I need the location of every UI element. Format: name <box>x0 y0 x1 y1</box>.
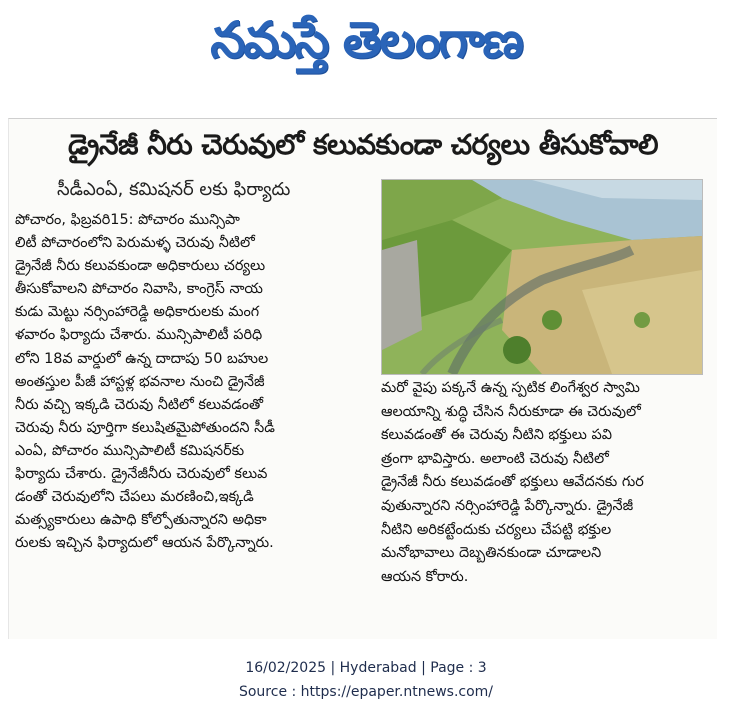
body-line: లోని 18వ వార్డులో ఉన్న దాదాపు 50 బహుల <box>15 350 269 367</box>
body-line: రులకు ఇచ్చిన ఫిర్యాదులో ఆయన పేర్కొన్నారు. <box>15 535 274 552</box>
article-headline: డ్రైనేజీ నీరు చెరువులో కలువకుండా చర్యలు తీసుకోవాలి <box>67 128 658 161</box>
body-line: చెరువు నీరు పూర్తిగా కలుషితమైపోతుందని సీడీ <box>15 419 275 436</box>
body-line: కలువడంతో ఈ చెరువు నీటిని భక్తులు పవి <box>381 427 612 444</box>
body-line: మరో వైపు పక్కనే ఉన్న స్పటిక లింగేశ్వర స్వామి <box>381 380 640 396</box>
body-line: త్రంగా భావిస్తారు. అలాంటి చెరువు నీటిలో <box>381 450 609 467</box>
body-line: నీటిని అరికట్టేందుకు చర్యలు చేపట్టి భక్తుల <box>381 521 612 538</box>
body-line: మత్స్యకారులు ఉపాధి కోల్పోతున్నారని అధికా <box>15 512 267 529</box>
body-line: వుతున్నారని నర్సింహారెడ్డి పేర్కొన్నారు. డ్రైనేజీ <box>381 497 634 514</box>
body-line: డ్రైనేజీ నీరు కలువకుండా అధికారులు చర్యలు <box>15 258 266 275</box>
body-line: తీసుకోవాలని పోచారం నివాసి, కాంగ్రెస్ నాయ <box>15 281 263 298</box>
newspaper-masthead: నమస్తే తెలంగాణ <box>210 11 522 69</box>
pond-photo-illustration <box>382 180 702 374</box>
body-line: మనోభావాలు దెబ్బతినకుండా చూడాలని <box>381 545 602 562</box>
body-line: డంతో చెరువులోని చేపలు మరణించి,ఇక్కడి <box>15 489 254 506</box>
article-subheadline: సీడీఎంఏ, కమిషనర్ లకు ఫిర్యాదు <box>57 179 291 200</box>
body-line: ఫిర్యాదు చేశారు. డ్రైనేజీనీరు చెరువులో కలువ <box>15 466 268 483</box>
body-line: ఎంఏ, పోచారం మున్సిపాలిటీ కమిషనర్‌కు <box>15 442 245 459</box>
body-line: ఆలయాన్ని శుద్ధి చేసిన నీరుకూడా ఈ చెరువులో <box>381 403 641 420</box>
body-line: కుడు మెట్టు నర్సింహారెడ్డి అధికారులకు మంగ <box>15 304 260 321</box>
pond-photo <box>381 179 703 375</box>
news-clipping <box>8 118 717 639</box>
body-line: నీరు వచ్చి ఇక్కడి చెరువు నీటిలో కలువడంతో <box>15 396 264 413</box>
article-body-right-column <box>381 377 711 627</box>
source-link[interactable]: Source : https://epaper.ntnews.com/ <box>238 684 494 700</box>
edition-meta: 16/02/2025 | Hyderabad | Page : 3 <box>245 660 487 676</box>
body-line: ళవారం ఫిర్యాదు చేశారు. మున్సిపాలిటీ పరిధి <box>15 327 263 344</box>
body-line: అంతస్తుల పీజీ హాస్టళ్ల భవనాల నుంచి డ్రైనేజీ <box>15 373 265 390</box>
body-line: లిటీ పోచారంలోని పెరుమళ్ళ చెరువు నీటిలో <box>15 235 255 252</box>
body-line: డ్రైనేజీ నీరు కలువడంతో భక్తులు ఆవేదనకు గుర <box>381 474 644 491</box>
body-line: పోచారం, ఫిబ్రవరి15: పోచారం మున్సిపా <box>15 212 240 228</box>
body-line: ఆయన కోరారు. <box>381 568 469 585</box>
article-body-left-column <box>15 209 369 629</box>
